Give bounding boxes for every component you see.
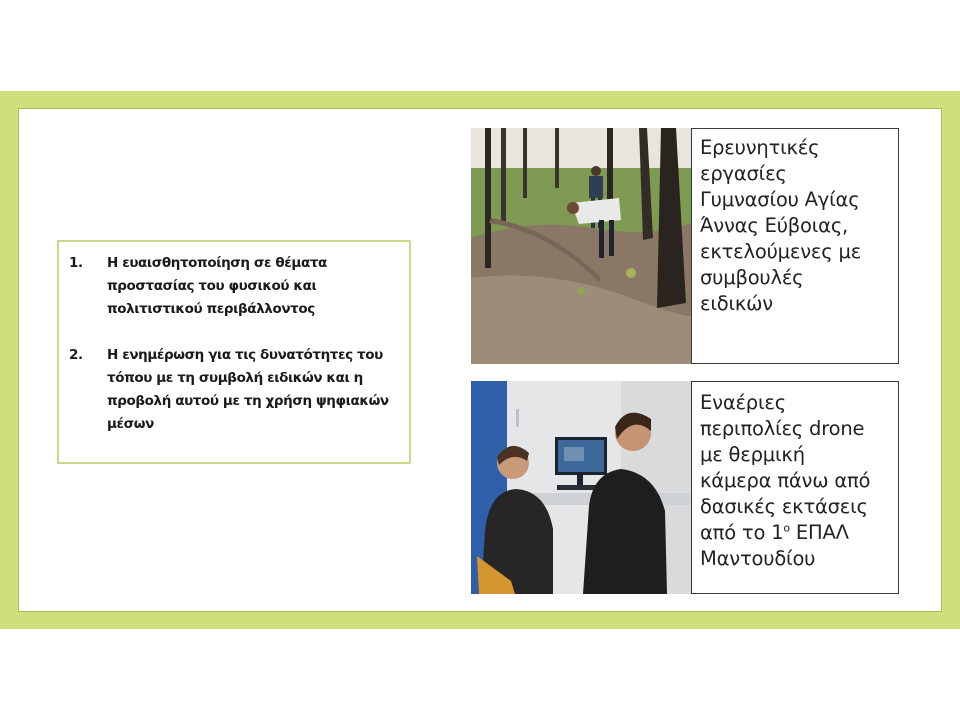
field-research-illustration (471, 128, 691, 364)
caption-line: Εναέριες (700, 391, 786, 414)
field-research-photo (471, 128, 691, 364)
caption-line: με θερμική (700, 443, 805, 466)
list-item-number: 1. (69, 255, 83, 271)
list-item-line: προστασίας του φυσικού και (107, 278, 317, 294)
list-item-number: 2. (69, 347, 83, 363)
caption-text: ΕΠΑΛ (789, 521, 849, 544)
drone-patrol-caption (691, 381, 899, 594)
student-standing (589, 176, 603, 198)
caption-line: Γυμνασίου Αγίας (700, 188, 860, 211)
list-item-line: Η ευαισθητοποίηση σε θέματα (107, 255, 327, 271)
tree-trunk (485, 128, 491, 268)
caption-line: Ερευνητικές (700, 136, 820, 159)
list-item-line: Η ενημέρωση για τις δυνατότητες του (107, 347, 383, 363)
caption-line: εκτελούμενες με (700, 240, 862, 263)
student-right (583, 469, 667, 594)
tree-trunk (555, 128, 559, 188)
tree-trunk (501, 128, 506, 223)
list-item (69, 252, 399, 321)
drone-monitoring-illustration (471, 381, 691, 594)
caption-line: κάμερα πάνω από (700, 469, 871, 492)
list-item-line: προβολή αυτού με τη χρήση ψηφιακών (107, 393, 389, 409)
field-research-caption (691, 128, 899, 364)
caption-line: Άννας Εύβοιας, (700, 214, 849, 237)
tree-trunk (523, 128, 527, 198)
caption-line: δασικές εκτάσεις (700, 495, 868, 518)
caption-line: περιπολίες drone (700, 417, 865, 440)
caption-line: συμβουλές (700, 266, 804, 289)
objectives-list-box (57, 240, 411, 464)
list-item-line: τόπου με τη συμβολή ειδικών και η (107, 370, 363, 386)
list-item-line: πολιτιστικού περιβάλλοντος (107, 301, 315, 317)
drone-monitoring-photo (471, 381, 691, 594)
caption-line: Μαντουδίου (700, 547, 816, 570)
caption-text: από το 1 (700, 521, 784, 544)
list-item-line: μέσων (107, 416, 154, 432)
list-item (69, 344, 399, 436)
caption-line (700, 520, 890, 546)
caption-line: ειδικών (700, 292, 773, 315)
caption-line: εργασίες (700, 162, 787, 185)
superscript: ο (783, 521, 790, 535)
